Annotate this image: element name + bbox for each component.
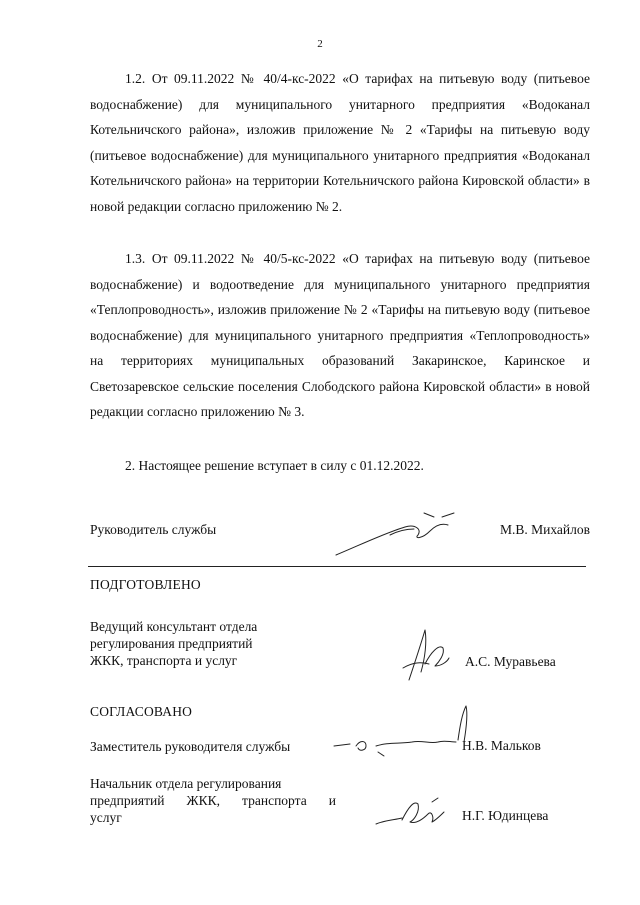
paragraph-1-3-container bbox=[90, 246, 590, 425]
agreed-signer-2-position-text: предприятий ЖКК, транспорта и bbox=[90, 793, 336, 808]
prepared-name: А.С. Муравьева bbox=[465, 654, 556, 669]
agreed-signer-2-position-line: услуг bbox=[90, 810, 122, 825]
paragraph-2: 2. Настоящее решение вступает в силу с 01.12.2022. bbox=[125, 458, 424, 473]
paragraph-2-container bbox=[90, 453, 590, 479]
prepared-position-line: регулирования предприятий bbox=[90, 636, 253, 651]
agreed-signer-2-position-line: Начальник отдела регулирования bbox=[90, 776, 282, 791]
paragraph-1-2: 1.2. От 09.11.2022 № 40/4-кс-2022 «О тарифах на питьевую воду (питьевое водоснабжение) для муниципального унитарного предприятия «Водоканал Котельничского района», изложив приложение № 2 «Тарифы на питьевую воду (питьевое водоснабжение) для муниципального унитарного предприятия «Водоканал Котельничского района» на территории Котельничского района Кировской области» в новой редакции согласно приложению № 2. bbox=[90, 71, 590, 214]
prepared-signature-mark bbox=[395, 622, 455, 692]
agreed-signer-1-position-line: Заместитель руководителя службы bbox=[90, 739, 291, 754]
paragraph-1-2-container bbox=[90, 66, 590, 219]
prepared-position-line: Ведущий консультант отдела bbox=[90, 619, 258, 634]
head-underline bbox=[88, 566, 586, 567]
prepared-position bbox=[90, 618, 257, 669]
page-number: 2 bbox=[317, 38, 323, 50]
agreed-signer-1-signature-mark bbox=[332, 700, 472, 770]
agreed-title: СОГЛАСОВАНО bbox=[90, 704, 193, 719]
head-name: М.В. Михайлов bbox=[499, 522, 590, 537]
agreed-signer-2-position bbox=[90, 775, 336, 826]
head-position: Руководитель службы bbox=[90, 522, 217, 537]
agreed-signer-2-position-line bbox=[90, 792, 336, 809]
agreed-signer-1-position bbox=[90, 738, 290, 755]
head-signature-mark bbox=[330, 505, 470, 565]
paragraph-1-3: 1.3. От 09.11.2022 № 40/5-кс-2022 «О тарифах на питьевую воду (питьевое водоснабжение) и водоотведение для муниципального унитарного предприятия «Теплопроводность», изложив приложение № 2 «Тарифы на питьевую воду (питьевое водоснабжение) для муниципального унитарного предприятия «Теплопроводность» на территориях муниципальных образований Закаринское, Каринское и Светозаревское сельские поселения Слободского района Кировской области» в новой редакции согласно приложению № 3. bbox=[90, 251, 590, 419]
agreed-signer-2-name: Н.Г. Юдинцева bbox=[462, 808, 549, 823]
prepared-title: ПОДГОТОВЛЕНО bbox=[90, 577, 201, 592]
agreed-signer-2-signature-mark bbox=[372, 790, 462, 840]
agreed-signer-1-name: Н.В. Мальков bbox=[462, 738, 541, 753]
prepared-position-line: ЖКК, транспорта и услуг bbox=[90, 653, 238, 668]
